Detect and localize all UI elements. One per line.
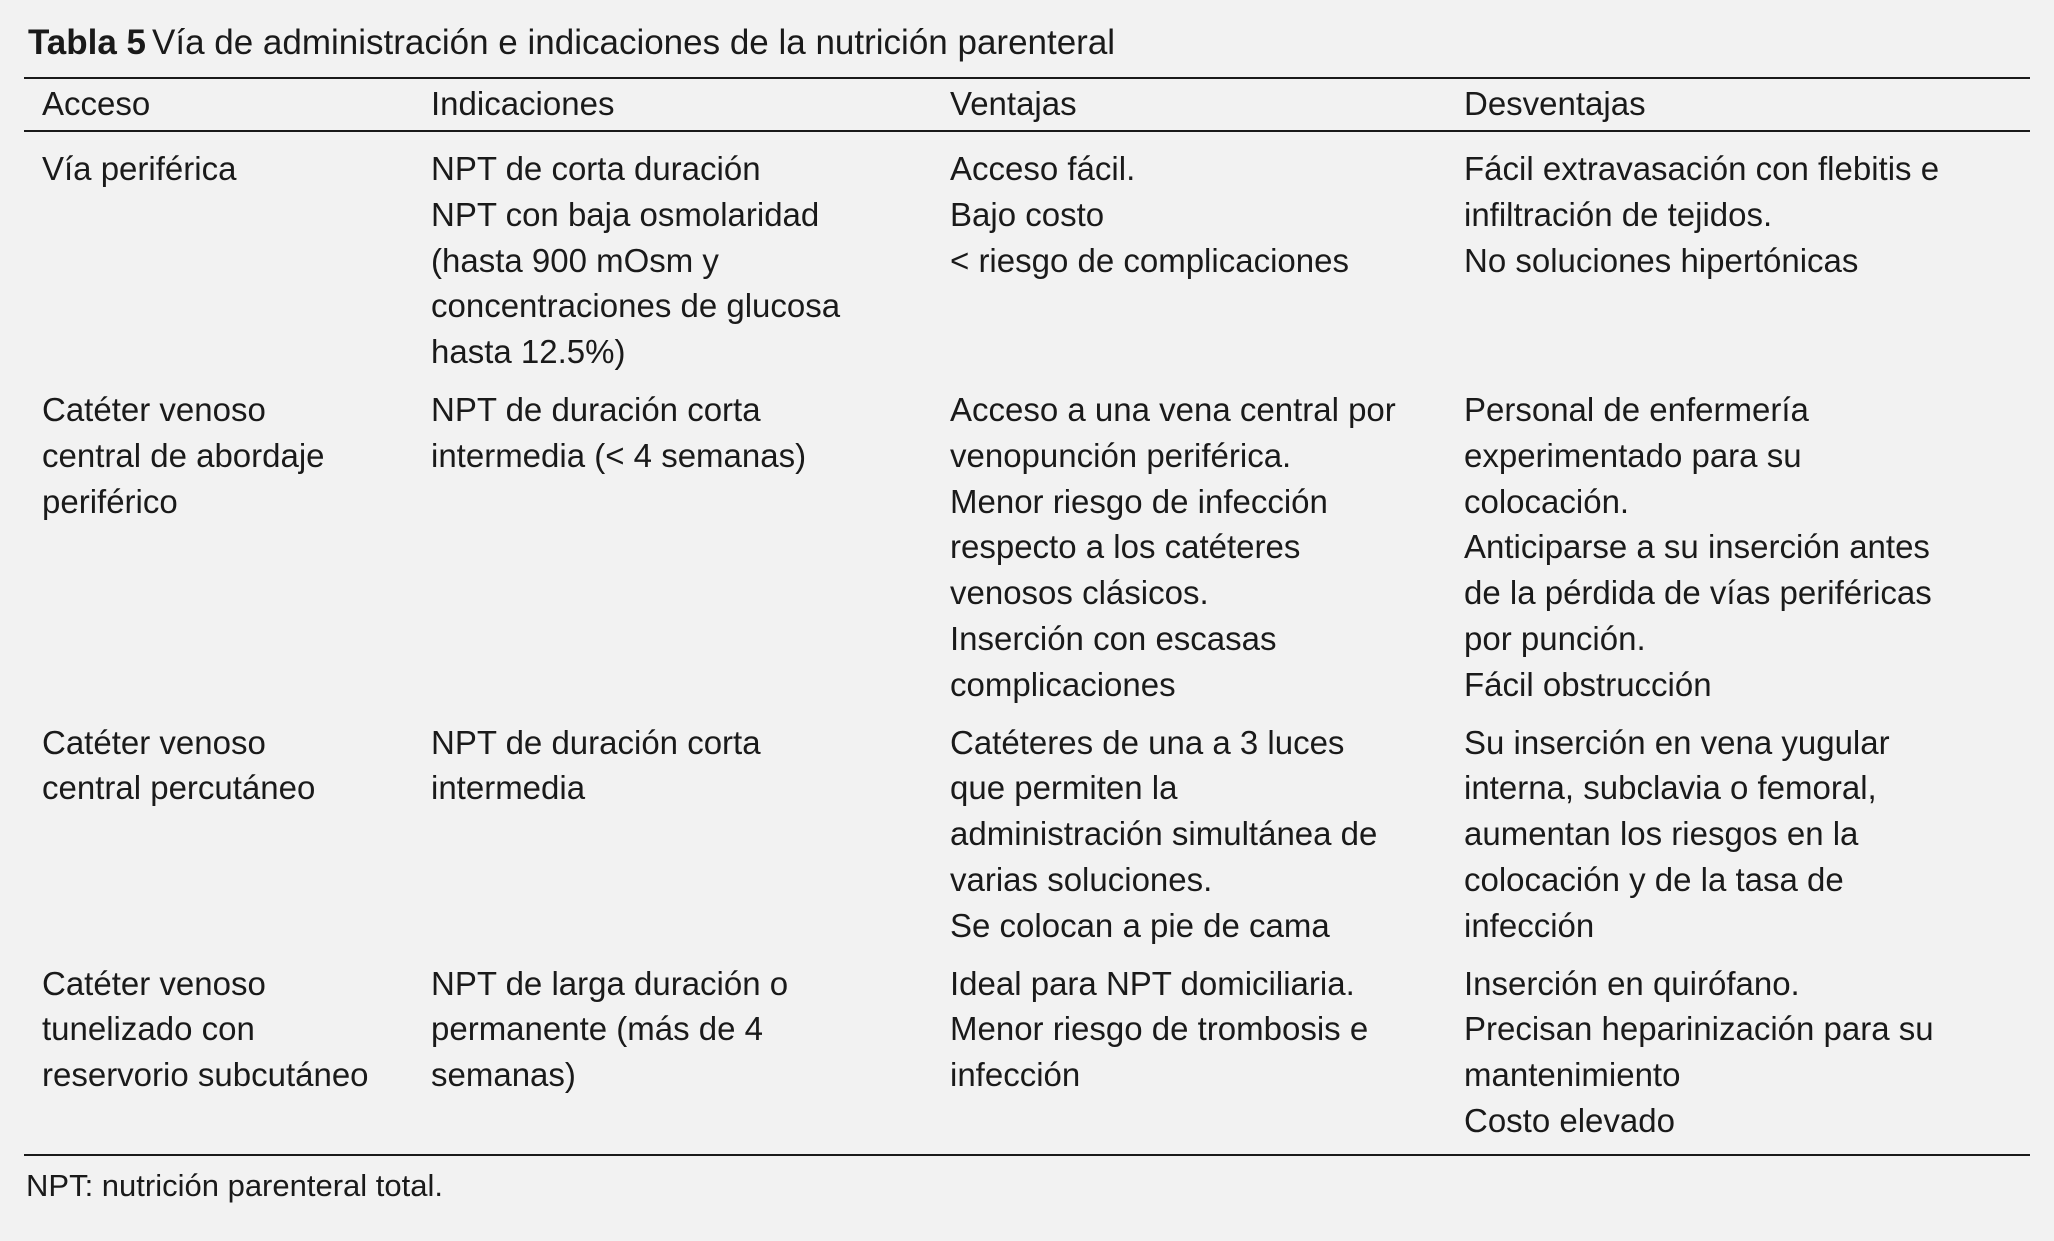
cell-ventajas bbox=[932, 718, 1446, 959]
cell-line: Acceso a una vena central por bbox=[950, 390, 1396, 428]
cell-line: NPT de duración corta bbox=[431, 390, 761, 428]
document-page bbox=[24, 20, 2030, 1208]
cell-desventajas bbox=[1446, 718, 2030, 959]
cell-line: Costo elevado bbox=[1464, 1101, 1675, 1139]
header-indicaciones: Indicaciones bbox=[413, 78, 932, 131]
cell-line: varias soluciones. bbox=[950, 860, 1213, 898]
header-ventajas: Ventajas bbox=[932, 78, 1446, 131]
cell-line: < riesgo de complicaciones bbox=[950, 241, 1349, 279]
cell-line: respecto a los catéteres bbox=[950, 528, 1301, 566]
cell-line: de la pérdida de vías periféricas bbox=[1464, 574, 1932, 612]
cell-line: venopunción periférica. bbox=[950, 436, 1292, 474]
cell-line: complicaciones bbox=[950, 665, 1176, 703]
table-row bbox=[24, 959, 2030, 1155]
table-body bbox=[24, 131, 2030, 1155]
cell-line: Vía periférica bbox=[42, 150, 237, 187]
cell-line: tunelizado con bbox=[42, 1010, 255, 1048]
cell-indicaciones bbox=[413, 959, 932, 1155]
cell-line: Fácil extravasación con flebitis e bbox=[1464, 150, 1940, 187]
cell-line: concentraciones de glucosa bbox=[431, 287, 841, 325]
table-label: Tabla 5 bbox=[28, 23, 147, 62]
cell-line: NPT con baja osmolaridad bbox=[431, 195, 820, 233]
cell-desventajas bbox=[1446, 959, 2030, 1155]
cell-line: NPT de corta duración bbox=[431, 150, 761, 187]
cell-line: intermedia (< 4 semanas) bbox=[431, 436, 807, 474]
table-row bbox=[24, 718, 2030, 959]
cell-line: Personal de enfermería bbox=[1464, 390, 1809, 428]
table-row bbox=[24, 385, 2030, 718]
cell-acceso bbox=[24, 959, 413, 1155]
cell-acceso bbox=[24, 385, 413, 718]
cell-ventajas bbox=[932, 131, 1446, 385]
cell-line: Inserción con escasas bbox=[950, 619, 1277, 657]
cell-ventajas bbox=[932, 385, 1446, 718]
header-desventajas: Desventajas bbox=[1446, 78, 2030, 131]
cell-line: semanas) bbox=[431, 1056, 576, 1094]
cell-line: mantenimiento bbox=[1464, 1056, 1681, 1094]
cell-line: permanente (más de 4 bbox=[431, 1010, 764, 1048]
cell-line: (hasta 900 mOsm y bbox=[431, 241, 719, 279]
cell-line: periférico bbox=[42, 482, 178, 520]
cell-line: colocación. bbox=[1464, 482, 1630, 520]
cell-line: Su inserción en vena yugular bbox=[1464, 723, 1890, 761]
cell-line: infección bbox=[1464, 906, 1595, 944]
cell-line: NPT de duración corta bbox=[431, 723, 761, 761]
cell-line: Inserción en quirófano. bbox=[1464, 964, 1800, 1002]
cell-line: reservorio subcutáneo bbox=[42, 1056, 369, 1094]
cell-line: Anticiparse a su inserción antes bbox=[1464, 528, 1930, 566]
cell-line: NPT de larga duración o bbox=[431, 964, 789, 1002]
cell-line: colocación y de la tasa de bbox=[1464, 860, 1844, 898]
cell-line: administración simultánea de bbox=[950, 815, 1378, 853]
nutrition-access-table bbox=[24, 77, 2030, 1156]
cell-line: Catéter venoso bbox=[42, 964, 266, 1002]
cell-line: Bajo costo bbox=[950, 195, 1105, 233]
cell-acceso bbox=[24, 131, 413, 385]
cell-line: central percutáneo bbox=[42, 769, 316, 807]
cell-line: hasta 12.5%) bbox=[431, 333, 626, 371]
cell-line: Fácil obstrucción bbox=[1464, 665, 1712, 703]
cell-desventajas bbox=[1446, 385, 2030, 718]
table-header-row bbox=[24, 78, 2030, 131]
cell-line: Menor riesgo de trombosis e bbox=[950, 1010, 1369, 1048]
cell-line: Acceso fácil. bbox=[950, 150, 1136, 187]
cell-desventajas bbox=[1446, 131, 2030, 385]
cell-indicaciones bbox=[413, 131, 932, 385]
cell-line: aumentan los riesgos en la bbox=[1464, 815, 1859, 853]
cell-line: interna, subclavia o femoral, bbox=[1464, 769, 1877, 807]
cell-line: Catéter venoso bbox=[42, 390, 266, 428]
table-row bbox=[24, 131, 2030, 385]
cell-line: infección bbox=[950, 1056, 1081, 1094]
cell-line: venosos clásicos. bbox=[950, 574, 1209, 612]
cell-line: Catéteres de una a 3 luces bbox=[950, 723, 1345, 761]
cell-line: infiltración de tejidos. bbox=[1464, 195, 1773, 233]
cell-line: central de abordaje bbox=[42, 436, 325, 474]
cell-indicaciones bbox=[413, 385, 932, 718]
cell-line: por punción. bbox=[1464, 619, 1646, 657]
cell-line: Ideal para NPT domiciliaria. bbox=[950, 964, 1355, 1002]
cell-line: que permiten la bbox=[950, 769, 1178, 807]
cell-line: No soluciones hipertónicas bbox=[1464, 241, 1859, 279]
cell-line: intermedia bbox=[431, 769, 586, 807]
table-title: Vía de administración e indicaciones de la nutrición parenteral bbox=[152, 23, 1116, 62]
cell-line: experimentado para su bbox=[1464, 436, 1802, 474]
cell-indicaciones bbox=[413, 718, 932, 959]
cell-line: Se colocan a pie de cama bbox=[950, 906, 1330, 944]
cell-line: Catéter venoso bbox=[42, 723, 266, 761]
header-acceso: Acceso bbox=[24, 78, 413, 131]
table-footnote: NPT: nutrición parenteral total. bbox=[26, 1167, 443, 1203]
table-caption bbox=[24, 20, 2030, 66]
cell-ventajas bbox=[932, 959, 1446, 1155]
cell-line: Precisan heparinización para su bbox=[1464, 1010, 1934, 1048]
cell-line: Menor riesgo de infección bbox=[950, 482, 1328, 520]
cell-acceso bbox=[24, 718, 413, 959]
